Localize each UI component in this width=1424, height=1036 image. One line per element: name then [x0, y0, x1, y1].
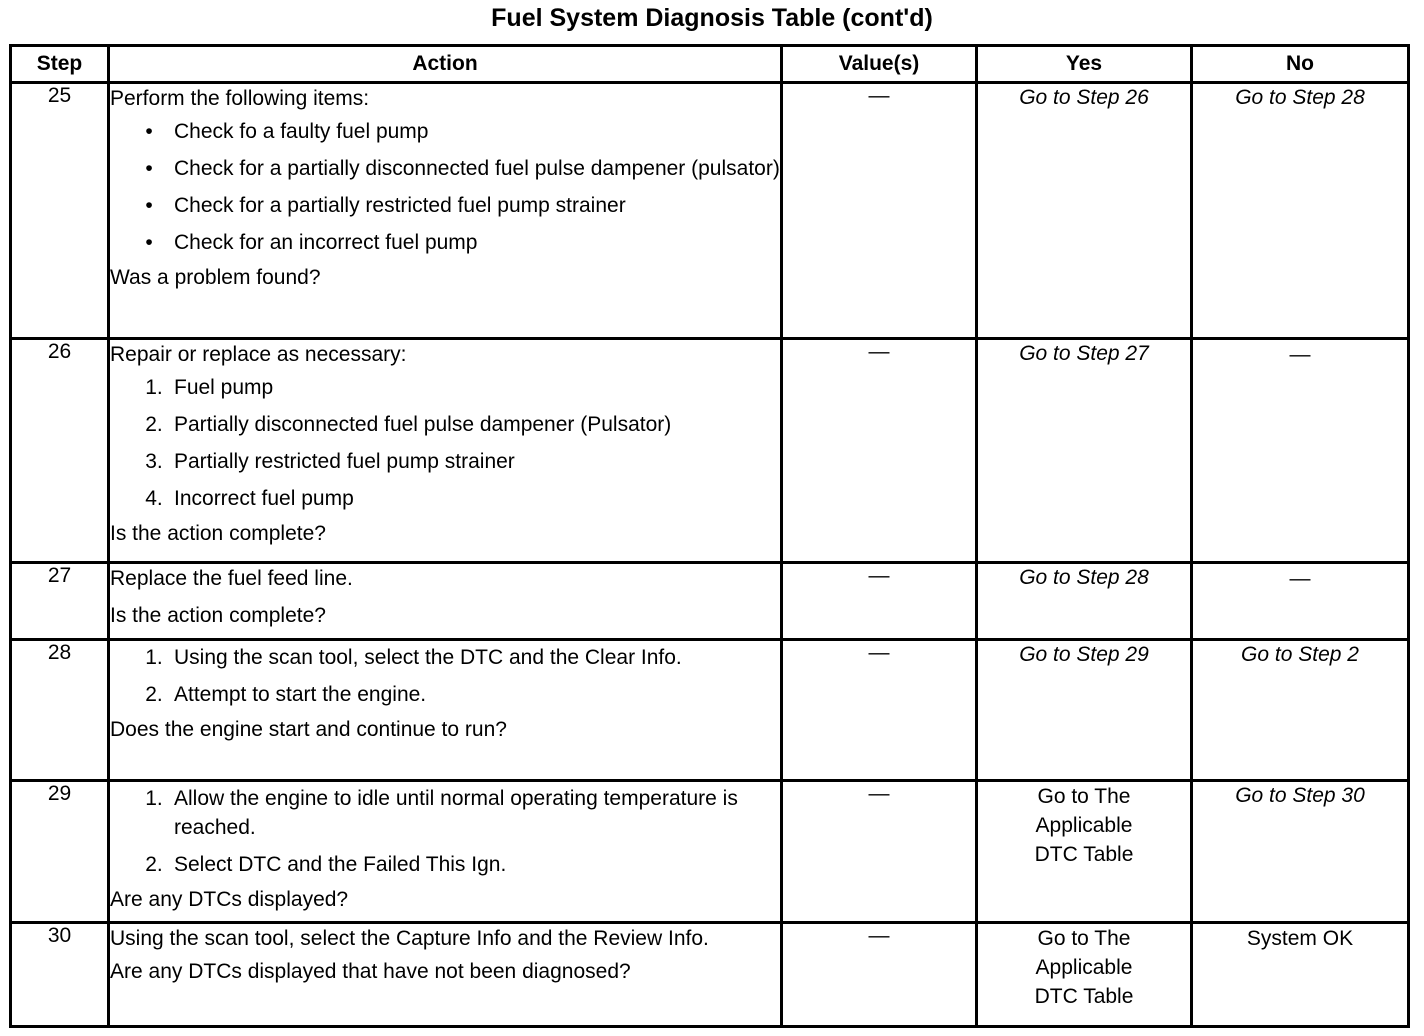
action-cell [109, 781, 782, 923]
action-list [110, 784, 780, 879]
list-item [110, 784, 780, 842]
table-row [11, 781, 1409, 923]
action-cell [109, 83, 782, 339]
table-row [11, 563, 1409, 640]
list-item-text: Check for an incorrect fuel pump [174, 231, 478, 254]
diagnosis-table [9, 44, 1410, 1028]
list-number: 3. [145, 450, 163, 473]
no-cell [1192, 83, 1409, 339]
no-goto: Go to Step 30 [1235, 784, 1365, 807]
step-number: 28 [11, 640, 109, 781]
no-dash: — [1289, 343, 1311, 366]
value-cell: — [782, 781, 977, 923]
no-cell [1192, 339, 1409, 563]
action-intro: Repair or replace as necessary: [110, 343, 407, 366]
value-cell: — [782, 83, 977, 339]
list-number: 2. [145, 683, 163, 706]
header-step: Step [11, 46, 109, 83]
step-number: 27 [11, 563, 109, 640]
no-cell [1192, 781, 1409, 923]
yes-cell [977, 781, 1192, 923]
value-cell: — [782, 923, 977, 1027]
action-instruction: Using the scan tool, select the Capture Info and the Review Info. [110, 927, 709, 950]
no-goto: Go to Step 2 [1241, 643, 1359, 666]
action-question: Is the action complete? [110, 522, 326, 545]
action-list [110, 373, 780, 513]
header-values: Value(s) [782, 46, 977, 83]
no-goto: Go to Step 28 [1235, 86, 1365, 109]
step-number: 29 [11, 781, 109, 923]
action-question: Does the engine start and continue to run? [110, 718, 507, 741]
table-row [11, 83, 1409, 339]
page-title: Fuel System Diagnosis Table (cont'd) [491, 4, 933, 32]
value-cell: — [782, 563, 977, 640]
list-item-text: Incorrect fuel pump [174, 487, 354, 510]
action-intro: Perform the following items: [110, 87, 370, 110]
no-text: System OK [1246, 927, 1354, 950]
list-item [110, 484, 780, 513]
yes-text-line: Applicable [1035, 956, 1133, 979]
list-item [110, 154, 780, 183]
list-item-text: Check fo a faulty fuel pump [174, 120, 429, 143]
list-number: 1. [145, 787, 163, 810]
action-cell [109, 923, 782, 1027]
list-number: 2. [145, 413, 163, 436]
yes-text-line: Go to The [1037, 785, 1131, 808]
list-item [110, 373, 780, 402]
list-item [110, 680, 780, 709]
action-list [110, 643, 780, 709]
list-item [110, 117, 780, 146]
action-question: Was a problem found? [110, 266, 321, 289]
list-number: 1. [145, 646, 163, 669]
action-cell [109, 563, 782, 640]
list-item-text: Check for a partially restricted fuel pump strainer [174, 194, 626, 217]
yes-text-line: Applicable [1035, 814, 1133, 837]
yes-cell [977, 563, 1192, 640]
yes-goto: Go to Step 29 [1019, 643, 1149, 666]
no-cell [1192, 563, 1409, 640]
yes-goto: Go to Step 26 [1019, 86, 1149, 109]
header-no: No [1192, 46, 1409, 83]
list-item-text: Allow the engine to idle until normal operating temperature is reached. [174, 787, 738, 839]
list-item-text: Check for a partially disconnected fuel pulse dampener (pulsator) [174, 157, 780, 180]
action-instruction: Replace the fuel feed line. [110, 567, 353, 590]
list-item [110, 850, 780, 879]
bullet: • [145, 231, 153, 254]
list-item-text: Attempt to start the engine. [174, 683, 427, 706]
action-cell [109, 339, 782, 563]
yes-text-line: DTC Table [1034, 843, 1134, 866]
value-cell: — [782, 640, 977, 781]
header-action: Action [109, 46, 782, 83]
list-item-text: Partially disconnected fuel pulse dampener (Pulsator) [174, 413, 672, 436]
bullet: • [145, 194, 153, 217]
list-number: 4. [145, 487, 163, 510]
table-row [11, 339, 1409, 563]
no-cell [1192, 923, 1409, 1027]
table-row [11, 923, 1409, 1027]
step-number: 30 [11, 923, 109, 1027]
action-cell [109, 640, 782, 781]
bullet: • [145, 157, 153, 180]
list-item-text: Select DTC and the Failed This Ign. [174, 853, 507, 876]
list-item-text: Fuel pump [174, 376, 274, 399]
yes-cell [977, 83, 1192, 339]
list-item [110, 643, 780, 672]
yes-goto: Go to Step 27 [1019, 342, 1149, 365]
list-number: 1. [145, 376, 163, 399]
list-item [110, 228, 780, 257]
list-number: 2. [145, 853, 163, 876]
yes-cell [977, 339, 1192, 563]
bullet: • [145, 120, 153, 143]
yes-cell [977, 923, 1192, 1027]
list-item [110, 447, 780, 476]
yes-cell [977, 640, 1192, 781]
list-item-text: Using the scan tool, select the DTC and the Clear Info. [174, 646, 682, 669]
step-number: 25 [11, 83, 109, 339]
yes-text-line: Go to The [1037, 927, 1131, 950]
yes-text-line: DTC Table [1034, 985, 1134, 1008]
value-cell: — [782, 339, 977, 563]
action-question: Are any DTCs displayed that have not been diagnosed? [110, 960, 631, 983]
header-row [11, 46, 1409, 83]
action-question: Is the action complete? [110, 604, 326, 627]
yes-goto: Go to Step 28 [1019, 566, 1149, 589]
action-question: Are any DTCs displayed? [110, 888, 349, 911]
header-yes: Yes [977, 46, 1192, 83]
list-item-text: Partially restricted fuel pump strainer [174, 450, 515, 473]
action-list [110, 117, 780, 257]
no-dash: — [1289, 567, 1311, 590]
step-number: 26 [11, 339, 109, 563]
no-cell [1192, 640, 1409, 781]
list-item [110, 191, 780, 220]
list-item [110, 410, 780, 439]
table-row [11, 640, 1409, 781]
